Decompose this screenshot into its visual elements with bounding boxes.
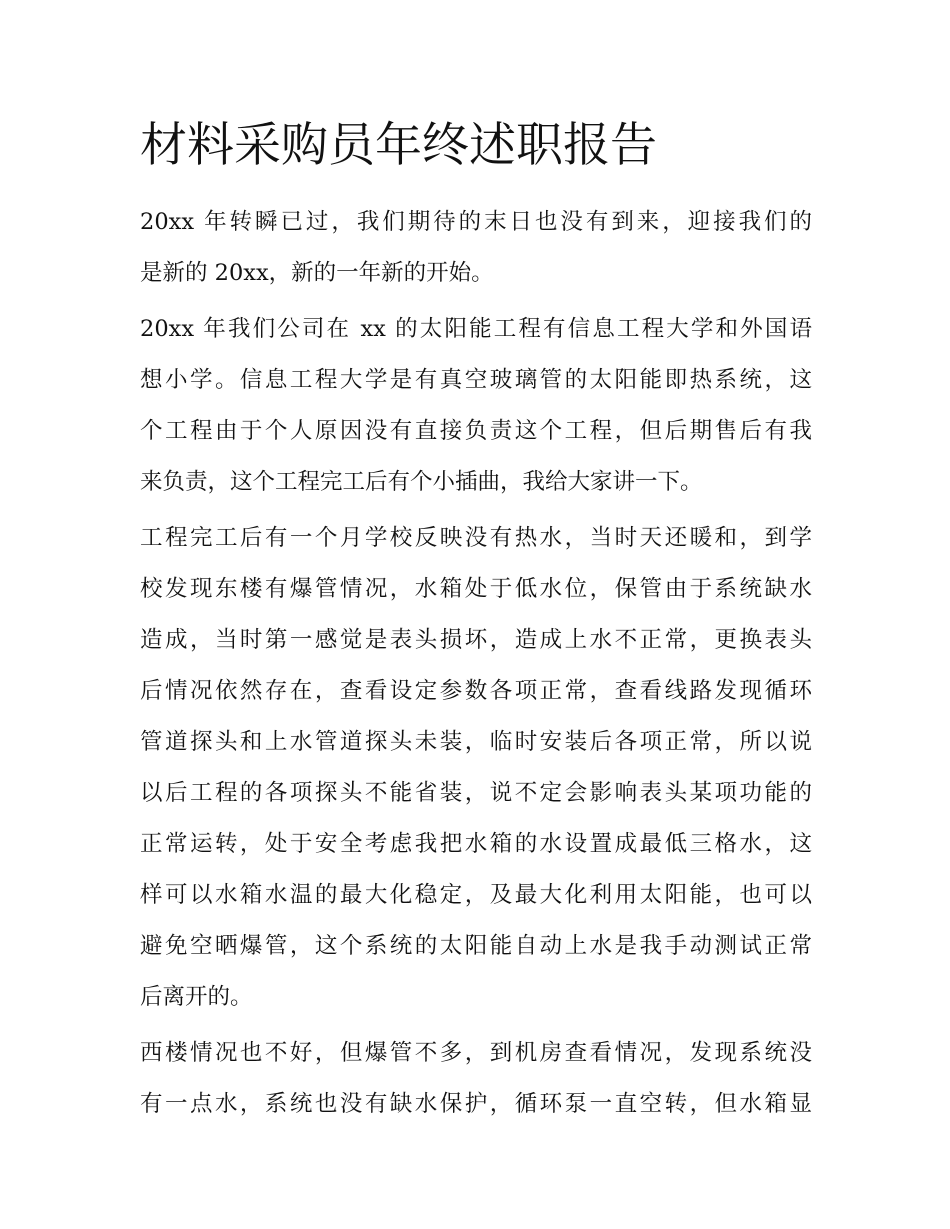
paragraph-line: 后情况依然存在，查看设定参数各项正常，查看线路发现循环 [140,678,812,704]
paragraph-line: 样可以水箱水温的最大化稳定，及最大化利用太阳能，也可以 [140,882,812,908]
paragraph-line: 20xx 年我们公司在 xx 的太阳能工程有信息工程大学和外国语 [140,316,812,342]
document-title: 材料采购员年终述职报告 [140,118,657,173]
paragraph-line: 正常运转，处于安全考虑我把水箱的水设置成最低三格水，这 [140,831,812,857]
paragraph-4 [140,1028,812,1130]
paragraph-line: 以后工程的各项探头不能省装，说不定会影响表头某项功能的 [140,780,812,806]
paragraph-line: 有一点水，系统也没有缺水保护，循环泵一直空转，但水箱显 [140,1091,812,1117]
document-body [140,197,812,1135]
paragraph-1 [140,197,812,299]
paragraph-line: 造成，当时第一感觉是表头损坏，造成上水不正常，更换表头 [140,627,812,653]
paragraph-3 [140,513,812,1023]
paragraph-line: 来负责，这个工程完工后有个小插曲，我给大家讲一下。 [140,469,703,495]
paragraph-line: 是新的 20xx，新的一年新的开始。 [140,260,494,286]
paragraph-line: 个工程由于个人原因没有直接负责这个工程，但后期售后有我 [140,418,812,444]
paragraph-line: 想小学。信息工程大学是有真空玻璃管的太阳能即热系统，这 [140,367,812,393]
paragraph-line: 西楼情况也不好，但爆管不多，到机房查看情况，发现系统没 [140,1040,812,1066]
paragraph-line: 管道探头和上水管道探头未装，临时安装后各项正常，所以说 [140,729,812,755]
paragraph-line: 校发现东楼有爆管情况，水箱处于低水位，保管由于系统缺水 [140,576,812,602]
paragraph-line: 工程完工后有一个月学校反映没有热水，当时天还暖和，到学 [140,525,812,551]
paragraph-2 [140,304,812,508]
paragraph-line: 20xx 年转瞬已过，我们期待的末日也没有到来，迎接我们的 [140,209,812,235]
paragraph-line: 后离开的。 [140,984,253,1010]
paragraph-line: 避免空晒爆管，这个系统的太阳能自动上水是我手动测试正常 [140,933,812,959]
